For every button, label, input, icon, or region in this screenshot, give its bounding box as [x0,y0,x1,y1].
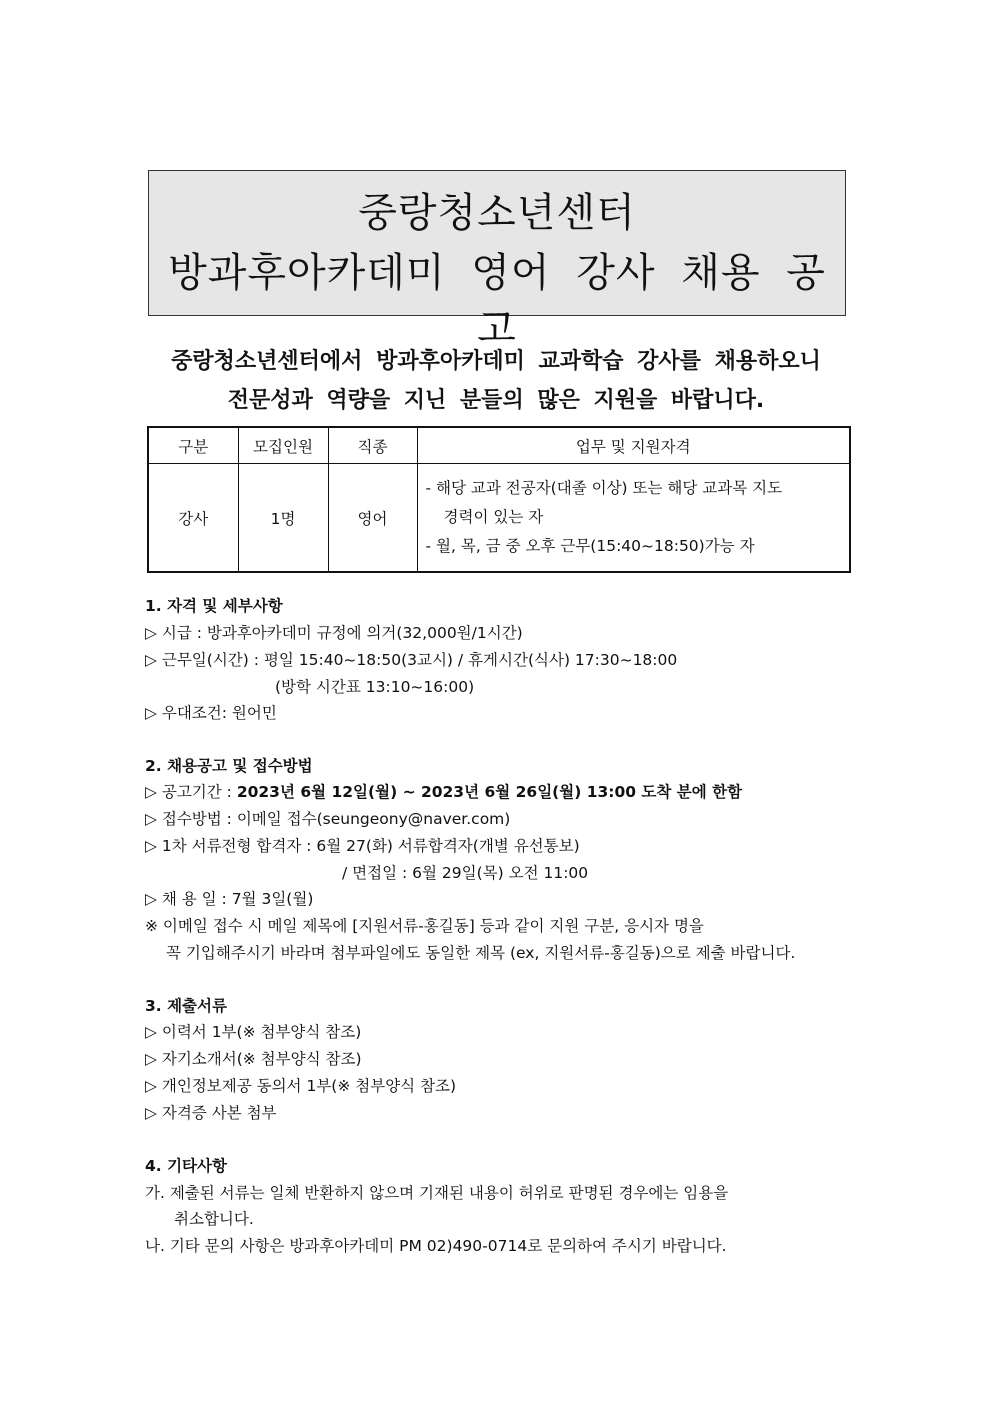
recruitment-table [147,426,851,573]
section-2-line: ※ 이메일 접수 시 메일 제목에 [지원서류-홍길동] 등과 같이 지원 구분, 응시자 명을 [145,917,704,935]
header-count: 모집인원 [238,427,328,464]
section-4-line: 나. 기타 문의 사항은 방과후아카데미 PM 02)490-0714로 문의하여 주시기 바랍니다. [145,1237,727,1255]
section-1-line: (방학 시간표 13:10~16:00) [275,678,475,696]
header-job: 직종 [328,427,417,464]
section-2-heading: 2. 채용공고 및 접수방법 [145,757,313,775]
duty-line: - 월, 목, 금 중 오후 근무(15:40~18:50)가능 자 [425,537,755,555]
section-3-heading: 3. 제출서류 [145,997,227,1015]
section-2-line: ▷ 접수방법 : 이메일 접수(seungeony@naver.com) [145,810,511,828]
table-header-row [148,427,850,464]
cell-count: 1명 [238,464,328,573]
section-3-line: ▷ 개인정보제공 동의서 1부(※ 첨부양식 참조) [145,1077,457,1095]
section-2-line: 꼭 기입해주시기 바라며 첨부파일에도 동일한 제목 (ex, 지원서류-홍길동)으로 제출 바랍니다. [166,944,796,962]
period-value: 2023년 6월 12일(월) ~ 2023년 6월 26일(월) 13:00 도착 분에 한함 [236,783,743,801]
title-line-2: 방과후아카데미 영어 강사 채용 공고 [168,250,826,352]
section-1-line: ▷ 우대조건: 원어민 [145,704,277,722]
intro-line-2: 전문성과 역량을 지닌 분들의 많은 지원을 바랍니다. [227,388,765,413]
title-line-1: 중랑청소년센터 [358,190,636,236]
section-1-line: ▷ 근무일(시간) : 평일 15:40~18:50(3교시) / 휴게시간(식사) 17:30~18:00 [145,651,678,669]
section-3-line: ▷ 자기소개서(※ 첨부양식 참조) [145,1050,362,1068]
section-2-line: ▷ 1차 서류전형 합격자 : 6월 27(화) 서류합격자(개별 유선통보) [145,837,580,855]
section-4-line: 취소합니다. [174,1210,254,1228]
section-2-line: ▷ 채 용 일 : 7월 3일(월) [145,890,314,908]
section-3-line: ▷ 이력서 1부(※ 첨부양식 참조) [145,1023,362,1041]
header-duties: 업무 및 지원자격 [417,427,850,464]
duty-line: - 해당 교과 전공자(대졸 이상) 또는 해당 교과목 지도 [425,479,783,497]
cell-job: 영어 [328,464,417,573]
section-2-line: / 면접일 : 6월 29일(목) 오전 11:00 [342,864,589,882]
cell-category: 강사 [148,464,238,573]
table-row [148,464,850,573]
period-label: ▷ 공고기간 : [145,783,237,801]
header-category: 구분 [148,427,238,464]
section-3-line: ▷ 자격증 사본 첨부 [145,1104,277,1122]
section-1-heading: 1. 자격 및 세부사항 [145,597,283,615]
intro-line-1: 중랑청소년센터에서 방과후아카데미 교과학습 강사를 채용하오니 [171,349,821,374]
duty-line: 경력이 있는 자 [443,508,544,526]
section-4-line: 가. 제출된 서류는 일체 반환하지 않으며 기재된 내용이 허위로 판명된 경우에는 임용을 [145,1184,729,1202]
section-4-heading: 4. 기타사항 [145,1157,227,1175]
title-box [148,170,846,352]
announcement-period [145,780,742,802]
section-1-line: ▷ 시급 : 방과후아카데미 규정에 의거(32,000원/1시간) [145,624,523,642]
cell-duties [417,464,850,573]
